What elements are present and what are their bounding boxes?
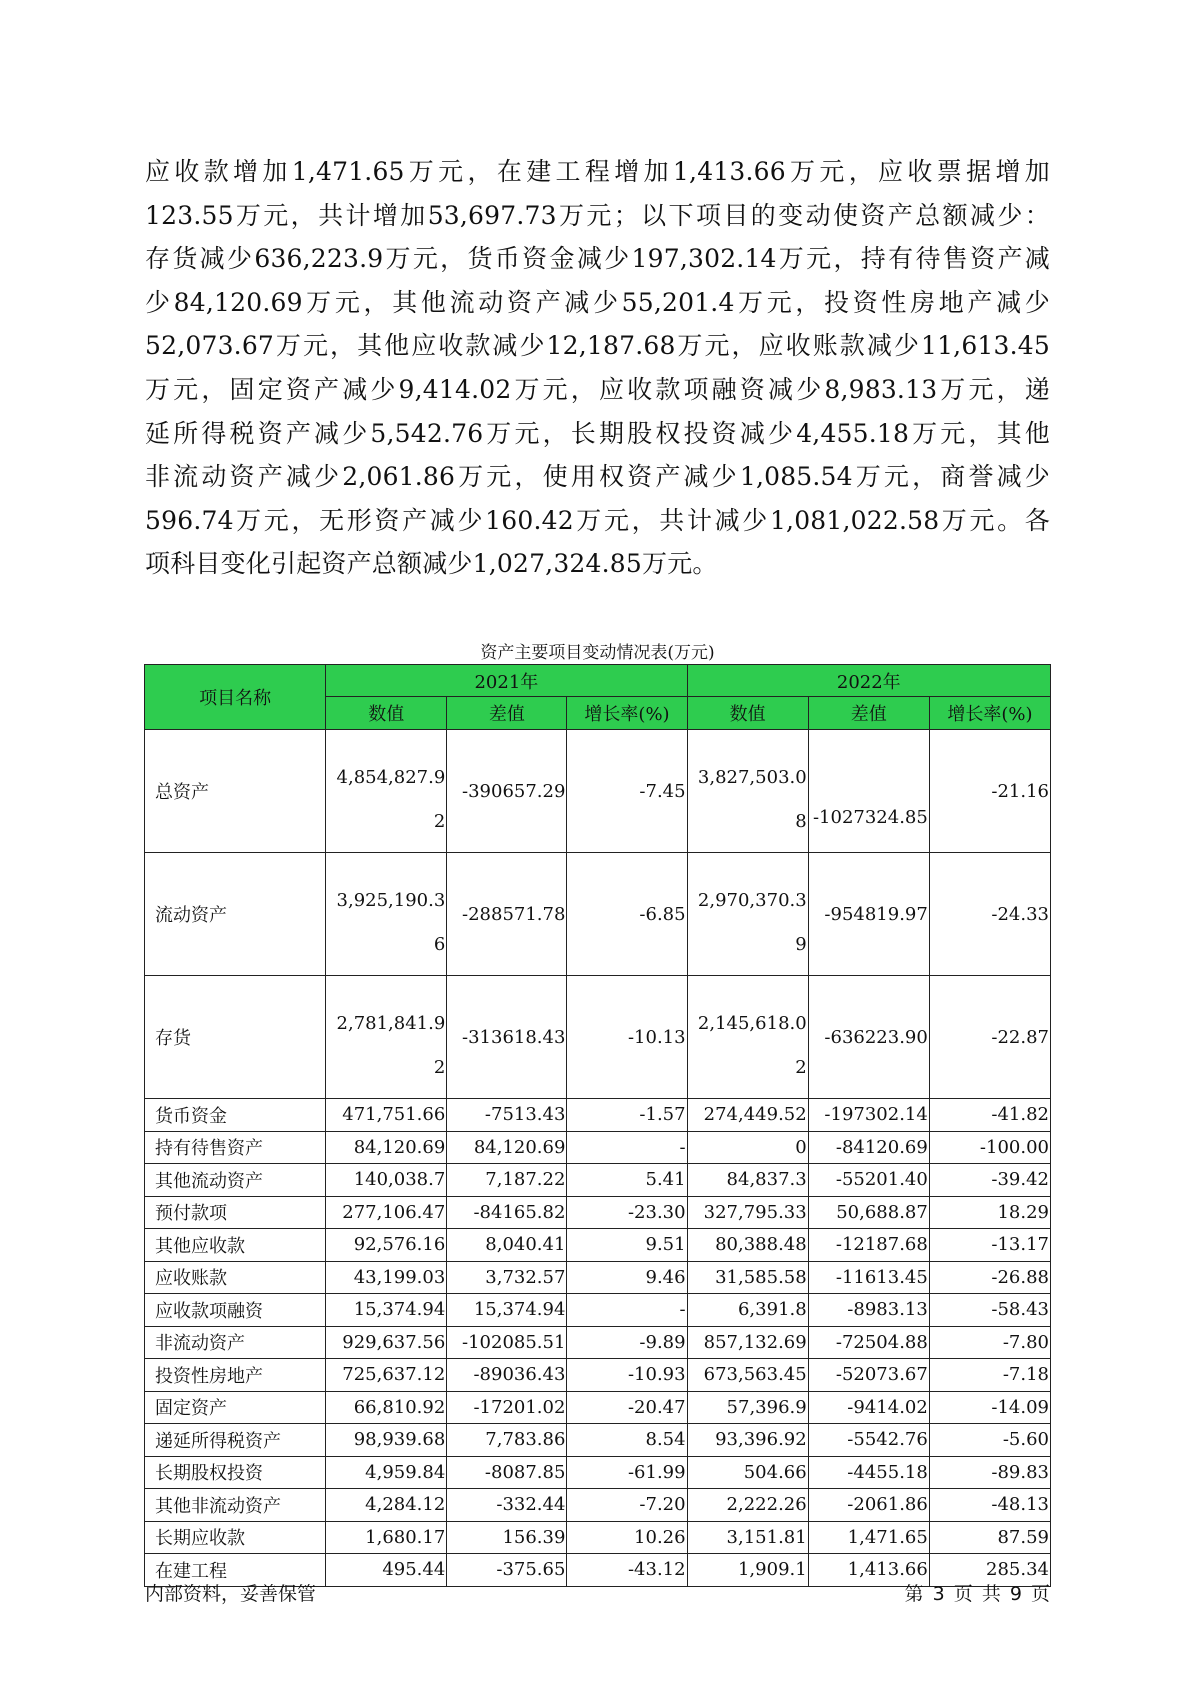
cell-2022-diff: -636223.90 [808,976,929,1099]
cell-2021-diff: 156.39 [447,1521,567,1554]
paragraph-line: 596.74万元，无形资产减少160.42万元，共计减少1,081,022.58万元。各 [145,505,1050,535]
cell-2021-diff: -313618.43 [447,976,567,1099]
table-row [145,1391,1051,1424]
body-paragraph [145,150,1050,586]
cell-2022-diff: -197302.14 [808,1099,929,1132]
cell-2022-growth: 18.29 [929,1196,1050,1229]
cell-2022-diff: -4455.18 [808,1456,929,1489]
cell-2022-value: 327,795.33 [687,1196,808,1229]
row-name: 预付款项 [145,1196,326,1229]
cell-2021-growth: -10.13 [567,976,687,1099]
cell-2022-growth: -39.42 [929,1164,1050,1197]
header-2022-diff: 差值 [808,697,929,730]
cell-2021-value: 3,925,190.36 [326,853,447,976]
cell-2022-diff: -5542.76 [808,1424,929,1457]
cell-2021-growth: 9.46 [567,1261,687,1294]
cell-2021-growth: -23.30 [567,1196,687,1229]
cell-2022-diff: -84120.69 [808,1131,929,1164]
cell-2022-growth: 87.59 [929,1521,1050,1554]
cell-2021-value: 725,637.12 [326,1359,447,1392]
row-name: 投资性房地产 [145,1359,326,1392]
row-name: 非流动资产 [145,1326,326,1359]
table-row [145,1326,1051,1359]
cell-2021-growth: -6.85 [567,853,687,976]
cell-2021-diff: -17201.02 [447,1391,567,1424]
cell-2021-growth: -10.93 [567,1359,687,1392]
table-row [145,1424,1051,1457]
cell-2022-growth: -13.17 [929,1229,1050,1262]
table-caption: 资产主要项目变动情况表(万元) [480,643,715,663]
cell-2022-value: 274,449.52 [687,1099,808,1132]
cell-2022-value: 84,837.3 [687,1164,808,1197]
table-row [145,1456,1051,1489]
header-2022-value: 数值 [687,697,808,730]
cell-2022-value: 80,388.48 [687,1229,808,1262]
cell-2021-growth: 9.51 [567,1229,687,1262]
cell-2022-value: 93,396.92 [687,1424,808,1457]
row-name: 流动资产 [145,853,326,976]
cell-2022-growth: -7.18 [929,1359,1050,1392]
cell-2022-value: 673,563.45 [687,1359,808,1392]
footer-page-number: 第 3 页 共 9 页 [904,1583,1050,1605]
cell-2021-diff: -375.65 [447,1554,567,1587]
row-name: 其他非流动资产 [145,1489,326,1522]
cell-2022-value: 31,585.58 [687,1261,808,1294]
row-name: 在建工程 [145,1554,326,1587]
table-body [145,730,1051,1587]
row-name: 其他流动资产 [145,1164,326,1197]
cell-2022-value: 504.66 [687,1456,808,1489]
cell-2022-growth: -14.09 [929,1391,1050,1424]
cell-2022-diff: -12187.68 [808,1229,929,1262]
header-item-name: 项目名称 [145,665,326,730]
cell-2022-value: 6,391.8 [687,1294,808,1327]
table-row [145,1229,1051,1262]
cell-2021-growth: 5.41 [567,1164,687,1197]
paragraph-line: 项科目变化引起资产总额减少1,027,324.85万元。 [145,549,718,579]
cell-2022-growth: -100.00 [929,1131,1050,1164]
table-row [145,730,1051,853]
paragraph-line: 123.55万元，共计增加53,697.73万元；以下项目的变动使资产总额减少： [145,200,1050,230]
paragraph-line: 万元，固定资产减少9,414.02万元，应收款项融资减少8,983.13万元，递 [145,374,1050,404]
table-row [145,1521,1051,1554]
cell-2022-value: 857,132.69 [687,1326,808,1359]
cell-2021-diff: -8087.85 [447,1456,567,1489]
row-name: 固定资产 [145,1391,326,1424]
row-name: 持有待售资产 [145,1131,326,1164]
cell-2021-value: 1,680.17 [326,1521,447,1554]
cell-2021-value: 4,959.84 [326,1456,447,1489]
header-year-2022: 2022年 [687,665,1050,697]
table-row [145,1099,1051,1132]
cell-2022-diff: -1027324.85 [808,730,929,853]
header-2022-growth: 增长率(%) [929,697,1050,730]
cell-2021-diff: 7,783.86 [447,1424,567,1457]
cell-2021-value: 15,374.94 [326,1294,447,1327]
paragraph-line: 少84,120.69万元，其他流动资产减少55,201.4万元，投资性房地产减少 [145,287,1050,317]
cell-2022-growth: -58.43 [929,1294,1050,1327]
cell-2021-diff: 8,040.41 [447,1229,567,1262]
row-name: 货币资金 [145,1099,326,1132]
cell-2022-growth: -5.60 [929,1424,1050,1457]
cell-2022-diff: 50,688.87 [808,1196,929,1229]
cell-2022-growth: 285.34 [929,1554,1050,1587]
cell-2021-growth: 8.54 [567,1424,687,1457]
footer-confidential-note: 内部资料，妥善保管 [145,1583,317,1605]
cell-2021-value: 277,106.47 [326,1196,447,1229]
cell-2021-growth: -61.99 [567,1456,687,1489]
cell-2021-diff: -84165.82 [447,1196,567,1229]
row-name: 递延所得税资产 [145,1424,326,1457]
cell-2021-growth: -9.89 [567,1326,687,1359]
cell-2021-growth: -7.45 [567,730,687,853]
cell-2021-growth: -43.12 [567,1554,687,1587]
cell-2021-value: 471,751.66 [326,1099,447,1132]
table-row [145,976,1051,1099]
cell-2022-growth: -48.13 [929,1489,1050,1522]
asset-change-table [144,664,1051,1587]
cell-2022-growth: -24.33 [929,853,1050,976]
cell-2022-diff: -55201.40 [808,1164,929,1197]
table-row [145,1164,1051,1197]
cell-2021-growth: - [567,1294,687,1327]
paragraph-line: 非流动资产减少2,061.86万元，使用权资产减少1,085.54万元，商誉减少 [145,462,1050,492]
cell-2022-growth: -7.80 [929,1326,1050,1359]
cell-2021-value: 84,120.69 [326,1131,447,1164]
cell-2021-diff: 84,120.69 [447,1131,567,1164]
cell-2021-growth: 10.26 [567,1521,687,1554]
row-name: 长期应收款 [145,1521,326,1554]
cell-2022-diff: 1,413.66 [808,1554,929,1587]
cell-2021-value: 929,637.56 [326,1326,447,1359]
cell-2021-value: 2,781,841.92 [326,976,447,1099]
cell-2021-diff: -332.44 [447,1489,567,1522]
cell-2022-value: 3,827,503.08 [687,730,808,853]
cell-2022-growth: -89.83 [929,1456,1050,1489]
cell-2021-value: 4,284.12 [326,1489,447,1522]
cell-2021-diff: 7,187.22 [447,1164,567,1197]
cell-2022-growth: -41.82 [929,1099,1050,1132]
cell-2021-diff: 15,374.94 [447,1294,567,1327]
row-name: 长期股权投资 [145,1456,326,1489]
cell-2021-value: 495.44 [326,1554,447,1587]
table-row [145,1196,1051,1229]
cell-2021-value: 4,854,827.92 [326,730,447,853]
paragraph-line: 52,073.67万元，其他应收款减少12,187.68万元，应收账款减少11,613.45 [145,331,1050,361]
cell-2021-diff: -102085.51 [447,1326,567,1359]
cell-2022-growth: -22.87 [929,976,1050,1099]
cell-2022-value: 3,151.81 [687,1521,808,1554]
cell-2022-diff: -9414.02 [808,1391,929,1424]
cell-2022-growth: -26.88 [929,1261,1050,1294]
cell-2022-value: 2,222.26 [687,1489,808,1522]
cell-2022-diff: -8983.13 [808,1294,929,1327]
cell-2022-value: 0 [687,1131,808,1164]
cell-2022-diff: -954819.97 [808,853,929,976]
cell-2022-diff: -2061.86 [808,1489,929,1522]
cell-2021-growth: - [567,1131,687,1164]
header-year-2021: 2021年 [326,665,687,697]
cell-2022-value: 2,145,618.02 [687,976,808,1099]
cell-2021-growth: -7.20 [567,1489,687,1522]
header-2021-growth: 增长率(%) [567,697,687,730]
cell-2021-growth: -20.47 [567,1391,687,1424]
cell-2021-diff: -7513.43 [447,1099,567,1132]
row-name: 应收账款 [145,1261,326,1294]
table-row [145,853,1051,976]
cell-2022-value: 1,909.1 [687,1554,808,1587]
row-name: 总资产 [145,730,326,853]
header-2021-value: 数值 [326,697,447,730]
row-name: 应收款项融资 [145,1294,326,1327]
cell-2022-growth: -21.16 [929,730,1050,853]
paragraph-line: 应收款增加1,471.65万元，在建工程增加1,413.66万元，应收票据增加 [145,157,1050,186]
cell-2022-diff: 1,471.65 [808,1521,929,1554]
paragraph-line: 延所得税资产减少5,542.76万元，长期股权投资减少4,455.18万元，其他 [145,418,1050,448]
cell-2022-diff: -72504.88 [808,1326,929,1359]
table-row [145,1359,1051,1392]
header-2021-diff: 差值 [447,697,567,730]
cell-2021-diff: -89036.43 [447,1359,567,1392]
cell-2021-value: 92,576.16 [326,1229,447,1262]
cell-2022-value: 2,970,370.39 [687,853,808,976]
cell-2021-diff: -288571.78 [447,853,567,976]
table-header [145,665,1051,730]
cell-2021-diff: 3,732.57 [447,1261,567,1294]
row-name: 存货 [145,976,326,1099]
row-name: 其他应收款 [145,1229,326,1262]
cell-2021-diff: -390657.29 [447,730,567,853]
cell-2021-growth: -1.57 [567,1099,687,1132]
table-row [145,1294,1051,1327]
cell-2021-value: 98,939.68 [326,1424,447,1457]
cell-2021-value: 140,038.7 [326,1164,447,1197]
table-row [145,1489,1051,1522]
table-row [145,1131,1051,1164]
cell-2021-value: 43,199.03 [326,1261,447,1294]
cell-2022-value: 57,396.9 [687,1391,808,1424]
table-row [145,1261,1051,1294]
cell-2022-diff: -52073.67 [808,1359,929,1392]
paragraph-line: 存货减少636,223.9万元，货币资金减少197,302.14万元，持有待售资产减 [145,244,1050,274]
cell-2022-diff: -11613.45 [808,1261,929,1294]
cell-2021-value: 66,810.92 [326,1391,447,1424]
